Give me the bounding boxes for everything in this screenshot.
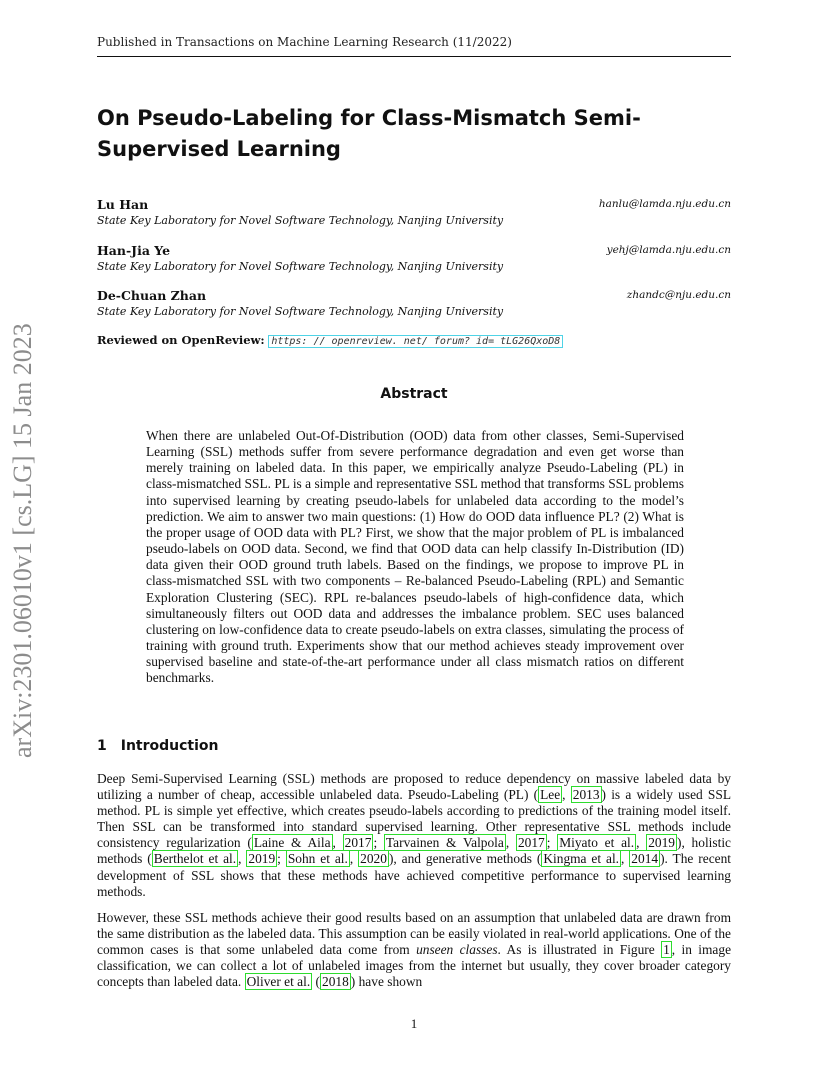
citation-link[interactable]: 2019 — [648, 835, 675, 851]
section-number: 1 — [97, 738, 107, 754]
citation-link[interactable]: 2017 — [517, 835, 545, 851]
citation-link[interactable]: Tarvainen & Valpola — [385, 835, 504, 851]
author-block — [97, 288, 731, 319]
page-number: 1 — [410, 1016, 418, 1031]
author-email[interactable]: hanlu@lamda.nju.edu.cn — [598, 198, 731, 210]
arxiv-stamp: arXiv:2301.06010v1 [cs.LG] 15 Jan 2023 — [8, 323, 37, 758]
citation-link[interactable]: Oliver et al. — [246, 974, 311, 990]
abstract-text: When there are unlabeled Out-Of-Distribution (OOD) data from other classes, Semi-Supervised Learning (SSL) methods suffer from severe performance degradation and even get worse than merely training on labeled data. In this paper, we empirically analyze Pseudo-Labeling (PL) in class-mismatched SSL. PL is a simple and representative SSL method that transforms SSL problems into supervised learning by creating pseudo-labels for unlabeled data according to the model’s prediction. We aim to answer two main questions: (1) How do OOD data influence PL? (2) What is the proper usage of OOD data with PL? First, we show that the major problem of PL is imbalanced pseudo-labels on OOD data. Second, we find that OOD data can help classify In-Distribution (ID) data given their OOD ground truth labels. Based on the findings, we propose to improve PL in class-mismatched SSL with two components – Re-balanced Pseudo-Labeling (RPL) and Semantic Exploration Clustering (SEC). RPL re-balances pseudo-labels of high-confidence data, which simultaneously filters out OOD data and addresses the imbalance problem. SEC uses balanced clustering on low-confidence data to create pseudo-labels on extra classes, simulating the process of training with ground truth. Experiments show that our method achieves steady improvement over supervised baseline and state-of-the-art performance under all class mismatch ratios on different benchmarks. — [146, 428, 684, 686]
citation-link[interactable]: 2018 — [322, 974, 349, 990]
author-block — [97, 243, 731, 274]
author-name: De-Chuan Zhan — [97, 288, 207, 303]
citation-link[interactable]: Miyato et al. — [559, 835, 635, 851]
review-label: Reviewed on OpenReview: — [97, 333, 265, 347]
citation-link[interactable]: 2017 — [344, 835, 372, 851]
citation-link[interactable]: Lee — [540, 787, 561, 803]
intro-paragraph-2: However, these SSL methods achieve their good results based on an assumption that unlabeled data are drawn from the same distribution as the labeled data. This assumption can be easily violated in real-world applications. One of the common cases is that some unlabeled data come from unseen classes. As is illustrated in Figure 1 , in image classification, we can collect a lot of unlabeled images from the internet but usually, they cover broader category concepts than labeled data. Oliver et al. ( 2018 ) have shown — [97, 910, 732, 990]
author-email[interactable]: yehj@lamda.nju.edu.cn — [606, 244, 731, 256]
figure-ref-link[interactable]: 1 — [663, 942, 670, 958]
section-title: Introduction — [120, 738, 219, 754]
running-head: Published in Transactions on Machine Learning Research (11/2022) — [97, 35, 512, 49]
abstract-heading: Abstract — [380, 386, 448, 402]
openreview-link[interactable]: https: // openreview. net/ forum? id= tLG26QxoD8 — [268, 335, 563, 348]
citation-link[interactable]: 2019 — [248, 851, 276, 867]
emphasis: unseen classes — [416, 942, 498, 958]
paper-title: On Pseudo-Labeling for Class-Mismatch Semi-Supervised Learning — [97, 106, 641, 161]
author-affiliation: State Key Laboratory for Novel Software Technology, Nanjing University — [97, 305, 504, 318]
citation-link[interactable]: 2014 — [631, 851, 659, 867]
citation-link[interactable]: Berthelot et al. — [153, 851, 237, 867]
author-affiliation: State Key Laboratory for Novel Software Technology, Nanjing University — [97, 260, 504, 273]
citation-link[interactable]: Laine & Aila — [253, 835, 331, 851]
citation-link[interactable]: 2013 — [572, 787, 600, 803]
author-block — [97, 197, 731, 228]
author-email[interactable]: zhandc@nju.edu.cn — [626, 289, 731, 301]
author-affiliation: State Key Laboratory for Novel Software Technology, Nanjing University — [97, 214, 504, 227]
header-rule — [97, 56, 731, 57]
author-name: Han-Jia Ye — [97, 243, 171, 258]
citation-link[interactable]: 2020 — [360, 851, 387, 867]
review-line — [97, 333, 563, 347]
intro-paragraph-1: Deep Semi-Supervised Learning (SSL) methods are proposed to reduce dependency on massive labeled data by utilizing a number of cheap, accessible unlabeled data. Pseudo-Labeling (PL) ( Lee , 2013 ) is a widely used SSL method. PL is simple yet effective, which creates pseudo-labels according to predictions of the training model itself. Then SSL can be transformed into standard supervised learning. Other representative SSL methods include consistency regularization ( Laine & Aila , 2017 ; Tarvainen & Valpola , 2017 ; Miyato et al. , 2019 ), holistic methods ( Berthelot et al. , 2019 ; Sohn et al. , 2020 ), and generative methods ( Kingma et al. , 2014 ). The recent development of SSL shows that these methods have achieved competitive performance to supervised learning methods. — [97, 771, 732, 899]
section-heading — [97, 738, 219, 754]
author-name: Lu Han — [97, 197, 149, 212]
citation-link[interactable]: Sohn et al. — [287, 851, 348, 867]
citation-link[interactable]: Kingma et al. — [543, 851, 620, 867]
